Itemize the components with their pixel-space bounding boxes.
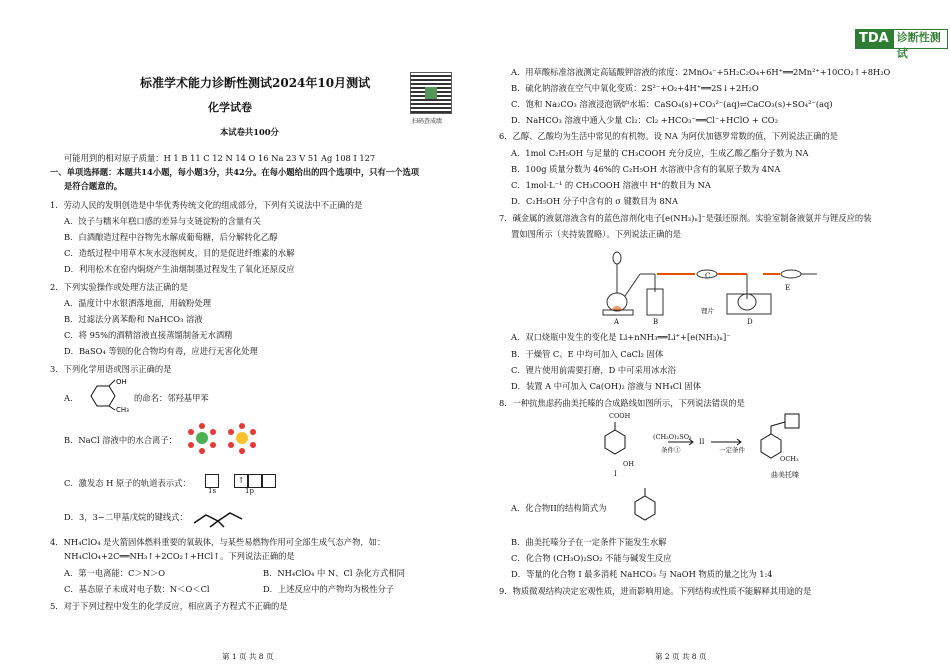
q1-option-d: D．利用松木在窑内焖烧产生油烟制墨过程发生了氧化还原反应 — [64, 264, 295, 274]
q8-option-b: B．曲美托嗪分子在一定条件下能发生水解 — [511, 537, 667, 547]
q1-option-c: C．造纸过程中用草木灰水浸泡树皮，目的是促进纤维素的水解 — [64, 248, 295, 258]
q2-option-d: D．BaSO₄ 等钡的化合物均有毒，应进行无害化处理 — [64, 346, 258, 356]
logo-text: 诊断性测试 — [893, 29, 948, 49]
page-2-footer: 第 2 页 共 8 页 — [655, 652, 707, 661]
logo-tag: TDA — [855, 29, 893, 49]
svg-text:OH: OH — [116, 378, 127, 386]
q8-stem: 8．一种抗焦虑药曲美托嗪的合成路线如图所示，下列说法错误的是 — [499, 398, 745, 408]
syn-product-name: 曲美托嗪 — [771, 471, 799, 479]
orbital-2p-label: 1p — [245, 487, 254, 495]
q2-option-b: B．过滤法分离苯酚和 NaHCO₃ 溶液 — [64, 314, 203, 324]
q7-option-d: D．装置 A 中可加入 Ca(OH)₂ 溶液与 NH₄Cl 固体 — [511, 381, 701, 391]
syn-cooh-label: COOH — [609, 412, 631, 420]
q7-option-a: A．双口烧瓶中发生的变化是 Li+nNH₃══Li⁺+[e(NH₃)ₙ]⁻ — [511, 332, 731, 342]
q8-option-c: C．化合物 (CH₃O)₂SO₂ 不能与碱发生反应 — [511, 553, 672, 563]
q1-option-a: A．饺子与糯米年糕口感的差异与支链淀粉的含量有关 — [64, 216, 261, 226]
apparatus-label-d: D — [747, 318, 753, 326]
q3-option-a: 的命名：邻羟基甲苯 — [134, 393, 209, 403]
q5-stem: 5．对于下列过程中发生的化学反应，相应离子方程式不正确的是 — [50, 601, 288, 611]
qr-code[interactable] — [410, 72, 452, 114]
hydrated-ions-figure — [180, 420, 265, 458]
q4-option-c: C．基态原子未成对电子数：N＜O＜Cl — [64, 584, 210, 594]
syn-compound-i: I — [614, 470, 617, 478]
q2-option-c: C．将 95%的酒精溶液直接蒸馏制备无水酒精 — [64, 330, 233, 340]
q6-stem: 6．乙醇、乙酸均为生活中常见的有机物。设 NA 为阿伏加德罗常数的值，下列说法正确的是 — [499, 131, 839, 141]
q4-stem: 4．NH₄ClO₄ 是火箭固体燃料重要的氧载体，与某些易燃物作用可全部生成气态产物，如： — [50, 537, 386, 547]
skeletal-structure — [190, 505, 245, 529]
q3-stem: 3．下列化学用语或图示正确的是 — [50, 364, 172, 374]
section1-heading: 一、单项选择题：本题共14小题，每小题3分，共42分。在每小题给出的四个选项中，只有一个选项 — [50, 167, 420, 177]
q6-option-b: B．100g 质量分数为 46%的 C₂H₅OH 水溶液中含有的氧原子数为 4NA — [511, 164, 781, 174]
q8-option-d: D．等量的化合物 I 最多消耗 NaHCO₃ 与 NaOH 物质的量之比为 1:4 — [511, 569, 773, 579]
q5-option-c: C．饱和 Na₂CO₃ 溶液浸泡锅炉水垢：CaSO₄(s)+CO₃²⁻(aq)⇌CaCO₃(s)+SO₄²⁻(aq) — [511, 99, 833, 109]
orbital-2p-boxes — [234, 474, 276, 488]
orbital-1s-box — [205, 474, 219, 488]
q4-option-d: D．上述反应中的产物均为极性分子 — [263, 584, 395, 594]
q3-option-b: B．NaCl 溶液中的水合离子： — [64, 435, 177, 445]
q7-stem: 7．碱金属的液氨溶液含有的蓝色溶剂化电子[e(NH₃)ₙ]⁻是强还原剂。实验室制备液氨并与锂反应的装 — [499, 213, 872, 223]
q5-option-d: D．NaHCO₃ 溶液中通入少量 Cl₂：Cl₂ +HCO₃⁻══Cl⁻+HClO + CO₂ — [511, 115, 778, 125]
q7-option-b: B．干燥管 C、E 中均可加入 CaCl₂ 固体 — [511, 349, 664, 359]
q1-option-b: B．白酒酿造过程中谷物先水解成葡萄糖，后分解转化乙醇 — [64, 232, 278, 242]
apparatus-label-a: A — [614, 318, 620, 326]
svg-text:CH₃: CH₃ — [116, 406, 129, 412]
apparatus-label-e: E — [785, 284, 791, 292]
exam-title: 标准学术能力诊断性测试2024年10月测试 — [140, 76, 371, 90]
q3-option-a-label: A． — [64, 393, 79, 403]
orbital-1s-label: 1s — [208, 487, 217, 495]
qr-caption: 扫码查成绩 — [412, 118, 443, 125]
q5-option-a: A．用草酸标准溶液测定高锰酸钾溶液的浓度：2MnO₄⁻+5H₂C₂O₄+6H⁺══2Mn²⁺+10CO₂↑+8H₂O — [511, 67, 891, 77]
q9-stem: 9．物质微观结构决定宏观性质，进而影响用途。下列结构或性质不能解释其用途的是 — [499, 586, 812, 596]
orbital-electron-arrow: ↑ — [234, 474, 248, 488]
syn-och3-label: OCH₃ — [780, 455, 799, 463]
q6-option-a: A．1mol C₂H₅OH 与足量的 CH₃COOH 充分反应，生成乙酸乙酯分子数为 NA — [511, 148, 809, 158]
page-1-footer: 第 1 页 共 8 页 — [222, 652, 274, 661]
compound-ii-structure — [615, 484, 675, 524]
q4-equation: NH₄ClO₄+2C══NH₃↑+2CO₂↑+HCl↑。下列说法正确的是 — [64, 551, 295, 561]
syn-condition-2: 一定条件 — [719, 446, 745, 454]
q2-stem: 2．下列实验操作或处理方法正确的是 — [50, 282, 189, 292]
syn-compound-ii: II — [699, 438, 705, 446]
syn-oh-label: OH — [623, 460, 634, 468]
apparatus-label-b: B — [653, 318, 659, 326]
atomic-masses: 可能用到的相对原子质量：H 1 B 11 C 12 N 14 O 16 Na 23 V 51 Ag 108 I 127 — [64, 153, 376, 163]
score-line: 本试卷共100分 — [220, 127, 279, 137]
syn-reagent: (CH₃O)₂SO₂ — [653, 433, 692, 441]
q4-option-b: B．NH₄ClO₄ 中 N、Cl 杂化方式相同 — [263, 568, 405, 578]
o-cresol-structure — [82, 378, 132, 412]
q4-option-a: A．第一电离能：C＞N＞O — [64, 568, 166, 578]
q7-option-c: C．锂片使用前需要打磨，D 中可采用冰水浴 — [511, 365, 676, 375]
q7-stem-cont: 置如图所示（夹持装置略）。下列说法正确的是 — [511, 229, 682, 239]
q5-option-b: B．硫化钠溶液在空气中氧化变质：2S²⁻+O₂+4H⁺══2S↓+2H₂O — [511, 83, 759, 93]
subject-title: 化学试卷 — [208, 101, 252, 114]
apparatus-lithium-label: 锂片 — [701, 307, 714, 315]
q3-option-c: C．激发态 H 原子的轨道表示式： — [64, 478, 191, 488]
syn-condition-1: 条件① — [661, 446, 681, 454]
q6-option-c: C．1mol·L⁻¹ 的 CH₃COOH 溶液中 H⁺的数目为 NA — [511, 180, 711, 190]
page-2 — [475, 0, 950, 668]
q6-option-d: D．C₂H₅OH 分子中含有的 σ 键数目为 8NA — [511, 196, 678, 206]
section1-heading-cont: 是符合题意的。 — [64, 181, 123, 191]
q1-stem: 1．劳动人民的发明创造是中华优秀传统文化的组成部分，下列有关说法中不正确的是 — [50, 200, 363, 210]
q3-option-d: D．3，3−二甲基戊烷的键线式： — [64, 512, 188, 522]
q8-option-a: A．化合物II的结构简式为 — [511, 503, 607, 513]
q2-option-a: A．温度计中水银洒落地面，用硫粉处理 — [64, 298, 212, 308]
apparatus-label-c: C — [705, 272, 711, 280]
